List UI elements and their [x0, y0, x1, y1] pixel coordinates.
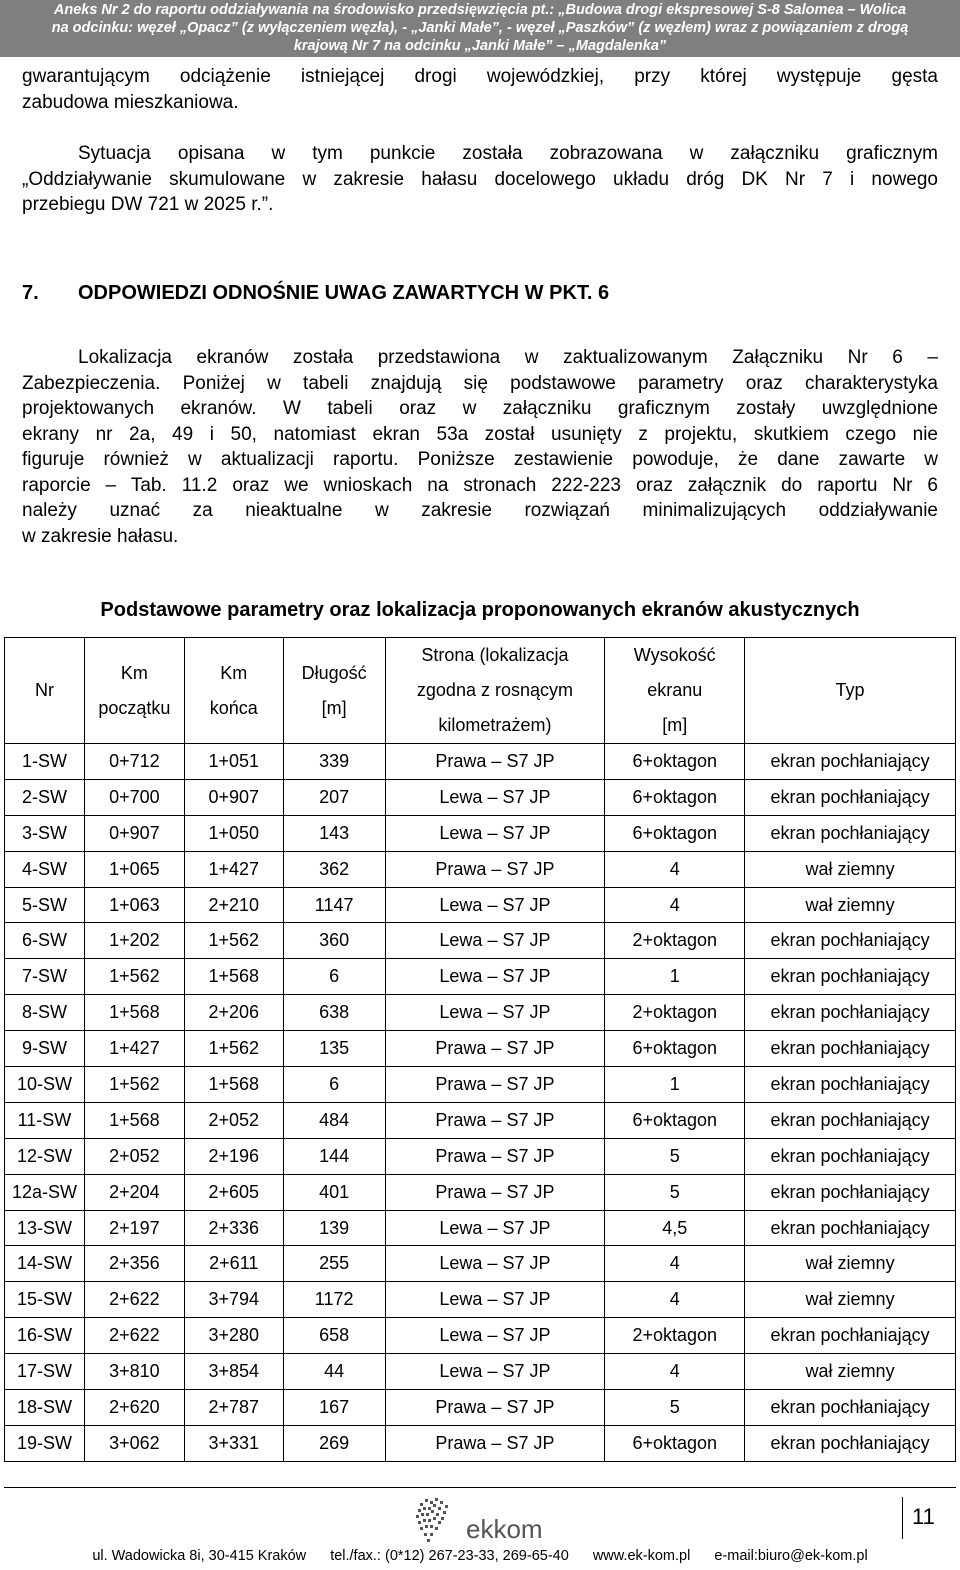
table-cell: ekran pochłaniający	[745, 1318, 956, 1354]
table-cell: 2+052	[84, 1138, 184, 1174]
table-cell: 0+712	[84, 744, 184, 780]
text-line: ekrany nr 2a, 49 i 50, natomiast ekran 53a został usunięty z projektu, skutkiem czego nie	[22, 423, 938, 445]
table-cell: 1+427	[184, 851, 283, 887]
table-cell: 2+052	[184, 1102, 283, 1138]
table-cell: 1+568	[184, 1067, 283, 1103]
table-cell: 15-SW	[5, 1282, 85, 1318]
table-cell: 3+331	[184, 1425, 283, 1461]
body-paragraph	[22, 345, 938, 549]
table-cell: ekran pochłaniający	[745, 995, 956, 1031]
table-cell: 5	[605, 1390, 745, 1426]
table-row	[5, 1174, 956, 1210]
table-cell: 2+206	[184, 995, 283, 1031]
text-line: Lokalizacja ekranów została przedstawiona w zaktualizowanym Załączniku Nr 6 –	[78, 347, 938, 368]
table-cell: Prawa – S7 JP	[385, 744, 605, 780]
table-cell: Lewa – S7 JP	[385, 1246, 605, 1282]
table-cell: ekran pochłaniający	[745, 1390, 956, 1426]
table-cell: 2+oktagon	[605, 923, 745, 959]
table-cell: 4	[605, 887, 745, 923]
table-row	[5, 1354, 956, 1390]
table-cell: ekran pochłaniający	[745, 923, 956, 959]
table-cell: 6+oktagon	[605, 1031, 745, 1067]
table-cell: 1+562	[84, 1067, 184, 1103]
table-cell: 269	[283, 1425, 385, 1461]
text-line: Sytuacja opisana w tym punkcie została zobrazowana w załączniku graficznym	[78, 143, 938, 164]
table-cell: ekran pochłaniający	[745, 1138, 956, 1174]
text-line: projektowanych ekranów. W tabeli oraz w załączniku graficznym zostały uwzględnione	[22, 398, 938, 419]
table-cell: 1+065	[84, 851, 184, 887]
table-cell: 44	[283, 1354, 385, 1390]
table-cell: 658	[283, 1318, 385, 1354]
header-line-1: Aneks Nr 2 do raportu oddziaływania na środowisko przedsięwzięcia pt.: „Budowa drogi ekspresowej S-8 Salomea – Wolica	[53, 2, 907, 18]
table-cell: Prawa – S7 JP	[385, 1102, 605, 1138]
table-cell: 2-SW	[5, 779, 85, 815]
table-cell: 3+062	[84, 1425, 184, 1461]
table-cell: 2+197	[84, 1210, 184, 1246]
table-cell: Lewa – S7 JP	[385, 1354, 605, 1390]
table-cell: 1+427	[84, 1031, 184, 1067]
table-cell: 5	[605, 1138, 745, 1174]
intro-paragraph	[22, 64, 938, 115]
header-height: Wysokość ekranu [m]	[605, 638, 745, 744]
table-cell: 1+051	[184, 744, 283, 780]
table-cell: 2+787	[184, 1390, 283, 1426]
table-cell: 4-SW	[5, 851, 85, 887]
table-cell: ekran pochłaniający	[745, 1031, 956, 1067]
footer-phone: tel./fax.: (0*12) 267-23-33, 269-65-40	[330, 1548, 569, 1564]
text-line: Zabezpieczenia. Poniżej w tabeli znajdują się podstawowe parametry oraz charakterystyka	[22, 372, 938, 394]
table-cell: 139	[283, 1210, 385, 1246]
text-line: raporcie – Tab. 11.2 oraz we wnioskach na stronach 222-223 oraz załącznik do raportu Nr 6	[22, 474, 938, 496]
table-cell: Prawa – S7 JP	[385, 1138, 605, 1174]
table-cell: ekran pochłaniający	[745, 1102, 956, 1138]
table-cell: 1+568	[84, 995, 184, 1031]
footer-contact	[0, 1548, 960, 1564]
table-cell: Lewa – S7 JP	[385, 887, 605, 923]
table-cell: Lewa – S7 JP	[385, 1210, 605, 1246]
footer-email[interactable]: e-mail:biuro@ek-kom.pl	[714, 1548, 868, 1564]
table-cell: 2+336	[184, 1210, 283, 1246]
table-cell: 4	[605, 1282, 745, 1318]
table-cell: 5	[605, 1174, 745, 1210]
text-line: figuruje również w aktualizacji raportu. Poniższe zestawienie powoduje, że dane zawarte w	[22, 449, 938, 470]
table-row	[5, 887, 956, 923]
table-cell: 9-SW	[5, 1031, 85, 1067]
table-row	[5, 1102, 956, 1138]
table-cell: 207	[283, 779, 385, 815]
table-cell: 5-SW	[5, 887, 85, 923]
table-row	[5, 1425, 956, 1461]
table-cell: 6+oktagon	[605, 815, 745, 851]
table-row	[5, 1390, 956, 1426]
table-row	[5, 1138, 956, 1174]
text-line: „Oddziaływanie skumulowane w zakresie hałasu docelowego układu dróg DK Nr 7 i nowego	[22, 168, 938, 190]
table-cell: Lewa – S7 JP	[385, 779, 605, 815]
table-cell: 2+611	[184, 1246, 283, 1282]
table-cell: 1+562	[84, 959, 184, 995]
table-row	[5, 1318, 956, 1354]
table-row	[5, 1246, 956, 1282]
table-cell: Lewa – S7 JP	[385, 815, 605, 851]
table-cell: 8-SW	[5, 995, 85, 1031]
table-cell: 1	[605, 1067, 745, 1103]
header-km-start: Km początku	[84, 638, 184, 744]
table-cell: 2+210	[184, 887, 283, 923]
table-row	[5, 1210, 956, 1246]
section-title: ODPOWIEDZI ODNOŚNIE UWAG ZAWARTYCH W PKT. 6	[78, 282, 610, 304]
table-cell: ekran pochłaniający	[745, 1067, 956, 1103]
table-cell: 1+050	[184, 815, 283, 851]
header-type: Typ	[745, 638, 956, 744]
table-cell: 2+622	[84, 1318, 184, 1354]
table-cell: 638	[283, 995, 385, 1031]
table-cell: wał ziemny	[745, 1282, 956, 1318]
table-cell: 1+063	[84, 887, 184, 923]
header-length: Długość [m]	[283, 638, 385, 744]
table-cell: 1172	[283, 1282, 385, 1318]
table-cell: 2+356	[84, 1246, 184, 1282]
header-side: Strona (lokalizacja zgodna z rosnącym kilometrażem)	[385, 638, 605, 744]
text-line: w zakresie hałasu.	[22, 525, 179, 547]
table-cell: ekran pochłaniający	[745, 959, 956, 995]
table-cell: Prawa – S7 JP	[385, 1390, 605, 1426]
table-cell: ekran pochłaniający	[745, 1425, 956, 1461]
table-cell: 3+280	[184, 1318, 283, 1354]
table-cell: 6-SW	[5, 923, 85, 959]
header-km-end: Km końca	[184, 638, 283, 744]
table-cell: 14-SW	[5, 1246, 85, 1282]
table-cell: 1+568	[184, 959, 283, 995]
table-cell: 401	[283, 1174, 385, 1210]
table-cell: Lewa – S7 JP	[385, 1318, 605, 1354]
header-line-2: na odcinku: węzeł „Opacz” (z wyłączeniem węzła), - „Janki Małe”, - węzeł „Paszków” (z węzłem) wraz z powiązaniem z drogą	[51, 20, 909, 36]
table-row	[5, 1282, 956, 1318]
header-nr: Nr	[5, 638, 85, 744]
table-cell: Prawa – S7 JP	[385, 1425, 605, 1461]
table-cell: 339	[283, 744, 385, 780]
table-cell: 167	[283, 1390, 385, 1426]
table-row	[5, 923, 956, 959]
table-cell: 19-SW	[5, 1425, 85, 1461]
table-cell: 1147	[283, 887, 385, 923]
table-cell: Prawa – S7 JP	[385, 1067, 605, 1103]
table-cell: 2+204	[84, 1174, 184, 1210]
table-cell: 0+907	[184, 779, 283, 815]
table-cell: 4,5	[605, 1210, 745, 1246]
table-row	[5, 779, 956, 815]
table-cell: 1+568	[84, 1102, 184, 1138]
document-header	[0, 0, 960, 57]
table-cell: 362	[283, 851, 385, 887]
text-line: należy uznać za nieaktualne w zakresie rozwiązań minimalizujących oddziaływanie	[22, 500, 938, 521]
table-cell: wał ziemny	[745, 1354, 956, 1390]
table-cell: 6+oktagon	[605, 1102, 745, 1138]
table-cell: 6+oktagon	[605, 779, 745, 815]
screens-table	[4, 637, 956, 1462]
table-cell: 0+700	[84, 779, 184, 815]
table-header-row	[5, 638, 956, 744]
table-cell: 135	[283, 1031, 385, 1067]
table-cell: 4	[605, 1354, 745, 1390]
table-cell: Lewa – S7 JP	[385, 923, 605, 959]
text-line: przebiegu DW 721 w 2025 r.”.	[22, 194, 274, 215]
table-cell: 360	[283, 923, 385, 959]
page-number: 11	[912, 1504, 935, 1529]
table-cell: wał ziemny	[745, 1246, 956, 1282]
table-row	[5, 851, 956, 887]
table-cell: Prawa – S7 JP	[385, 1031, 605, 1067]
header-line-3: krajową Nr 7 na odcinku „Janki Małe” – „Magdalenka”	[293, 38, 667, 54]
table-title: Podstawowe parametry oraz lokalizacja proponowanych ekranów akustycznych	[100, 599, 860, 621]
table-cell: Prawa – S7 JP	[385, 1174, 605, 1210]
table-cell: 11-SW	[5, 1102, 85, 1138]
table-row	[5, 815, 956, 851]
table-cell: 2+oktagon	[605, 1318, 745, 1354]
table-cell: 12a-SW	[5, 1174, 85, 1210]
table-cell: 7-SW	[5, 959, 85, 995]
table-cell: 18-SW	[5, 1390, 85, 1426]
table-cell: 6	[283, 959, 385, 995]
table-cell: 6+oktagon	[605, 744, 745, 780]
table-cell: 6	[283, 1067, 385, 1103]
table-cell: 1-SW	[5, 744, 85, 780]
table-cell: 17-SW	[5, 1354, 85, 1390]
table-cell: ekran pochłaniający	[745, 744, 956, 780]
table-cell: 484	[283, 1102, 385, 1138]
footer-website[interactable]: www.ek-kom.pl	[592, 1548, 691, 1564]
table-row	[5, 995, 956, 1031]
situation-paragraph	[22, 141, 938, 218]
table-cell: 144	[283, 1138, 385, 1174]
table-cell: 3+854	[184, 1354, 283, 1390]
table-cell: 2+620	[84, 1390, 184, 1426]
table-cell: 2+196	[184, 1138, 283, 1174]
table-cell: 10-SW	[5, 1067, 85, 1103]
table-cell: 1+202	[84, 923, 184, 959]
table-cell: 0+907	[84, 815, 184, 851]
table-cell: 255	[283, 1246, 385, 1282]
logo-wordmark: ekkom	[466, 1514, 543, 1544]
table-cell: 1+562	[184, 923, 283, 959]
table-cell: 12-SW	[5, 1138, 85, 1174]
table-row	[5, 744, 956, 780]
table-cell: 143	[283, 815, 385, 851]
table-cell: Lewa – S7 JP	[385, 1282, 605, 1318]
table-cell: ekran pochłaniający	[745, 1210, 956, 1246]
table-cell: Prawa – S7 JP	[385, 851, 605, 887]
table-cell: ekran pochłaniający	[745, 779, 956, 815]
table-cell: 3-SW	[5, 815, 85, 851]
footer-divider	[4, 1487, 956, 1488]
table-cell: 1+562	[184, 1031, 283, 1067]
table-cell: 6+oktagon	[605, 1425, 745, 1461]
section-heading	[22, 282, 609, 305]
table-cell: 3+794	[184, 1282, 283, 1318]
table-cell: 13-SW	[5, 1210, 85, 1246]
table-cell: ekran pochłaniający	[745, 815, 956, 851]
table-cell: 2+oktagon	[605, 995, 745, 1031]
table-cell: ekran pochłaniający	[745, 1174, 956, 1210]
table-cell: wał ziemny	[745, 887, 956, 923]
table-cell: 2+622	[84, 1282, 184, 1318]
table-cell: 4	[605, 851, 745, 887]
table-cell: Lewa – S7 JP	[385, 959, 605, 995]
table-cell: 3+810	[84, 1354, 184, 1390]
table-cell: wał ziemny	[745, 851, 956, 887]
table-cell: 4	[605, 1246, 745, 1282]
table-row	[5, 959, 956, 995]
text-line: gwarantującym odciążenie istniejącej drogi wojewódzkiej, przy której występuje gęsta	[22, 66, 938, 87]
table-cell: 1	[605, 959, 745, 995]
table-row	[5, 1067, 956, 1103]
table-cell: Lewa – S7 JP	[385, 995, 605, 1031]
text-line: zabudowa mieszkaniowa.	[22, 91, 239, 113]
table-cell: 2+605	[184, 1174, 283, 1210]
footer-address: ul. Wadowicka 8i, 30-415 Kraków	[92, 1548, 307, 1564]
table-cell: 16-SW	[5, 1318, 85, 1354]
section-number: 7.	[22, 282, 39, 304]
table-row	[5, 1031, 956, 1067]
